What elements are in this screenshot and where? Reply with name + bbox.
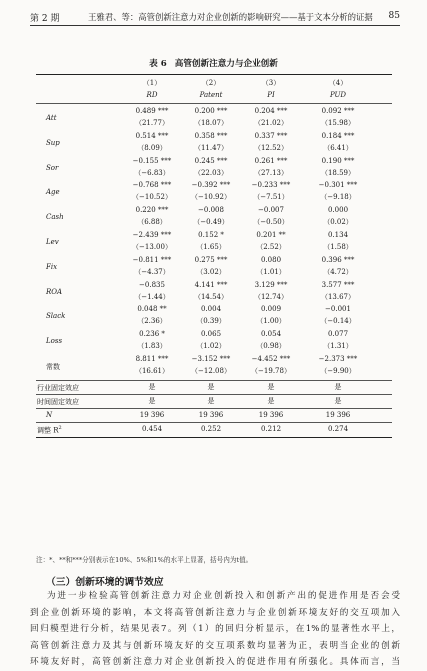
t-value-cell: （8.09） bbox=[137, 143, 167, 152]
coefficient-cell: 0.048 ** bbox=[137, 305, 167, 314]
coefficient-cell: −0.811 *** bbox=[132, 255, 172, 264]
t-value-cell: （−6.83） bbox=[134, 168, 170, 177]
fixed-effect-label: 行业固定效应 bbox=[37, 383, 79, 392]
coefficient-cell: 0.152 * bbox=[198, 231, 224, 239]
n-cell: 19 396 bbox=[198, 410, 224, 419]
coefficient-cell: 0.201 ** bbox=[256, 231, 286, 239]
body-paragraph bbox=[30, 588, 400, 671]
coefficient-cell: 0.489 *** bbox=[135, 107, 169, 115]
column-number: （2） bbox=[201, 79, 221, 87]
n-cell: 19 396 bbox=[258, 410, 284, 419]
t-value-cell: （−12.08） bbox=[191, 367, 231, 375]
t-value-cell: （12.52） bbox=[253, 143, 289, 152]
t-value-cell: （18.59） bbox=[320, 168, 356, 177]
row-label: Slack bbox=[46, 312, 66, 321]
coefficient-cell: 0.009 bbox=[260, 305, 282, 314]
coefficient-cell: 0.514 *** bbox=[135, 131, 169, 140]
row-label: Att bbox=[46, 114, 57, 122]
header-rule-bottom bbox=[36, 103, 392, 104]
t-value-cell: （−10.92） bbox=[191, 193, 231, 202]
column-header: PI bbox=[267, 91, 275, 99]
n-cell: 19 396 bbox=[325, 410, 351, 419]
coefficient-cell: −0.008 bbox=[198, 206, 224, 215]
table-note: 注：*、**和***分别表示在10%、5%和1%的水平上显著，括号内为t值。 bbox=[36, 556, 253, 564]
coefficient-cell: 0.358 *** bbox=[194, 131, 228, 140]
coefficient-cell: 0.200 *** bbox=[194, 107, 228, 115]
t-value-cell: （1.65） bbox=[196, 243, 226, 251]
fixed-effect-cell: 是 bbox=[148, 396, 156, 405]
coefficient-cell: 0.275 *** bbox=[194, 255, 228, 264]
row-label: Age bbox=[46, 188, 60, 197]
coefficient-cell: −0.835 bbox=[139, 280, 165, 289]
t-value-cell: （−13.00） bbox=[132, 243, 172, 251]
fixed-effect-label: 时间固定效应 bbox=[37, 397, 79, 406]
n-rule bbox=[36, 422, 392, 423]
running-title: 王雅君、等：高管创新注意力对企业创新的影响研究——基于文本分析的证据 bbox=[88, 12, 373, 22]
fixed-effect-cell: 是 bbox=[207, 382, 215, 391]
t-value-cell: （27.13） bbox=[253, 168, 289, 177]
r2-cell: 0.252 bbox=[200, 424, 222, 433]
table-number: 表 6 bbox=[149, 59, 167, 69]
coefficient-cell: 4.141 *** bbox=[194, 280, 228, 289]
t-value-cell: （−10.52） bbox=[132, 193, 172, 202]
section-heading: （三）创新环境的调节效应 bbox=[46, 577, 164, 588]
body-line: 环境友好时，高管创新注意力对企业创新投入的促进作用有所强化。具体而言，当 bbox=[30, 657, 400, 667]
coefficient-cell: −2.439 *** bbox=[132, 231, 172, 239]
table-top-rule bbox=[36, 74, 392, 75]
issue-number: 第 2 期 bbox=[30, 14, 60, 24]
t-value-cell: （14.54） bbox=[193, 292, 229, 301]
t-value-cell: （6.88） bbox=[137, 218, 167, 227]
row-label: Loss bbox=[46, 337, 63, 346]
t-value-cell: （1.00） bbox=[256, 317, 286, 326]
coefficient-cell: 0.236 * bbox=[139, 330, 165, 339]
coefficient-cell: 0.184 *** bbox=[321, 131, 355, 140]
coefficient-cell: −0.233 *** bbox=[251, 181, 291, 190]
t-value-cell: （15.98） bbox=[320, 119, 356, 127]
fixed-effect-cell: 是 bbox=[267, 396, 275, 405]
t-value-cell: （−0.50） bbox=[253, 218, 289, 227]
coefficient-cell: −2.373 *** bbox=[318, 355, 358, 363]
coefficient-cell: 0.054 bbox=[260, 330, 282, 339]
coefficient-cell: −0.155 *** bbox=[132, 156, 172, 165]
fe-rule bbox=[36, 380, 392, 381]
t-value-cell: （1.58） bbox=[323, 243, 353, 251]
t-value-cell: （11.47） bbox=[193, 143, 229, 152]
coefficient-cell: −0.768 *** bbox=[132, 181, 172, 190]
body-line: 为进一步检验高管创新注意力对企业创新投入和创新产出的促进作用是否会受 bbox=[47, 591, 400, 601]
row-label: Sup bbox=[46, 138, 60, 147]
t-value-cell: （0.98） bbox=[256, 342, 286, 351]
t-value-cell: （−19.78） bbox=[251, 367, 291, 375]
t-value-cell: （22.03） bbox=[193, 168, 229, 177]
r2-superscript: 2 bbox=[58, 424, 62, 431]
fixed-effect-cell: 是 bbox=[267, 382, 275, 391]
header-rule bbox=[30, 25, 400, 26]
column-number: （1） bbox=[142, 79, 162, 87]
t-value-cell: （21.77） bbox=[134, 119, 170, 127]
body-line: 到企业创新环境的影响，本文将高管创新注意力与企业创新环境友好的交互项加入 bbox=[30, 607, 400, 618]
coefficient-cell: −0.001 bbox=[325, 305, 351, 314]
body-line: 回归模型进行分析，结果见表7。列（1）的回归分析显示，在1%的显著性水平上， bbox=[30, 624, 400, 634]
page-number: 85 bbox=[388, 11, 400, 21]
coefficient-cell: 0.092 *** bbox=[321, 107, 355, 115]
column-number: （4） bbox=[328, 79, 348, 87]
r2-label bbox=[37, 425, 62, 435]
t-value-cell: （18.07） bbox=[193, 119, 229, 127]
table-bottom-rule bbox=[36, 437, 392, 438]
t-value-cell: （1.02） bbox=[196, 342, 226, 351]
body-line: 高管创新注意力及其与创新环境友好的交互项系数均显著为正，表明当企业的创新 bbox=[30, 640, 400, 651]
coefficient-cell: 0.065 bbox=[200, 330, 222, 339]
t-value-cell: （12.74） bbox=[253, 292, 289, 301]
t-value-cell: （1.31） bbox=[323, 342, 353, 351]
coefficient-cell: −0.007 bbox=[258, 206, 284, 215]
t-value-cell: （3.02） bbox=[196, 267, 226, 276]
coefficient-cell: 0.220 *** bbox=[135, 206, 169, 215]
coefficient-cell: 0.245 *** bbox=[194, 156, 228, 165]
row-label: Cash bbox=[46, 213, 64, 222]
t-value-cell: （0.39） bbox=[196, 317, 226, 326]
column-header: PUD bbox=[329, 91, 347, 99]
t-value-cell: （−9.18） bbox=[320, 193, 356, 202]
row-label: Sor bbox=[46, 163, 59, 172]
coefficient-cell: −3.152 *** bbox=[191, 355, 231, 363]
r2-cell: 0.212 bbox=[260, 424, 282, 433]
coefficient-cell: 8.811 *** bbox=[135, 355, 169, 363]
t-value-cell: （−0.49） bbox=[193, 218, 229, 227]
t-value-cell: （1.83） bbox=[137, 342, 167, 351]
t-value-cell: （−7.51） bbox=[253, 193, 289, 202]
row-label: Fix bbox=[46, 262, 58, 271]
fixed-effect-cell: 是 bbox=[334, 396, 342, 405]
column-header: RD bbox=[146, 91, 158, 99]
n-label: N bbox=[46, 410, 53, 419]
fixed-effect-cell: 是 bbox=[148, 382, 156, 391]
coefficient-cell: 0.190 *** bbox=[321, 156, 355, 165]
t-value-cell: （−4.37） bbox=[134, 267, 170, 276]
coefficient-cell: 0.000 bbox=[327, 206, 349, 215]
t-value-cell: （6.41） bbox=[323, 143, 353, 152]
t-value-cell: （4.72） bbox=[323, 267, 353, 276]
t-value-cell: （2.36） bbox=[137, 317, 167, 326]
table-title: 高管创新注意力与企业创新 bbox=[174, 59, 278, 69]
r2-cell: 0.454 bbox=[141, 424, 163, 433]
r2-cell: 0.274 bbox=[327, 424, 349, 433]
t-value-cell: （16.61） bbox=[134, 367, 170, 375]
r2-label-text: 调整 R bbox=[37, 426, 59, 435]
row-label: 常数 bbox=[46, 363, 60, 371]
coefficient-cell: 0.261 *** bbox=[254, 156, 288, 165]
column-number: （3） bbox=[261, 79, 281, 87]
t-value-cell: （−0.14） bbox=[320, 317, 356, 326]
row-label: ROA bbox=[46, 287, 63, 296]
t-value-cell: （13.67） bbox=[320, 292, 356, 301]
coefficient-cell: 0.004 bbox=[200, 305, 222, 314]
coefficient-cell: 0.396 *** bbox=[321, 255, 355, 264]
coefficient-cell: 0.080 bbox=[260, 255, 282, 264]
t-value-cell: （1.01） bbox=[256, 267, 286, 276]
column-header: Patent bbox=[199, 91, 223, 99]
fe-row-rule bbox=[36, 408, 392, 409]
coefficient-cell: 3.577 *** bbox=[321, 280, 355, 289]
fixed-effect-cell: 是 bbox=[334, 382, 342, 391]
t-value-cell: （2.52） bbox=[256, 243, 286, 251]
coefficient-cell: 0.134 bbox=[327, 231, 349, 239]
coefficient-cell: 0.204 *** bbox=[254, 107, 288, 115]
t-value-cell: （−9.90） bbox=[320, 367, 356, 375]
coefficient-cell: 0.077 bbox=[327, 330, 349, 339]
coefficient-cell: 0.337 *** bbox=[254, 131, 288, 140]
coefficient-cell: −0.392 *** bbox=[191, 181, 231, 190]
coefficient-cell: −4.452 *** bbox=[251, 355, 291, 363]
t-value-cell: （21.02） bbox=[253, 119, 289, 127]
coefficient-cell: 3.129 *** bbox=[254, 280, 288, 289]
coefficient-cell: −0.301 *** bbox=[318, 181, 358, 190]
t-value-cell: （0.02） bbox=[323, 218, 353, 227]
t-value-cell: （−1.44） bbox=[134, 292, 170, 301]
fixed-effect-cell: 是 bbox=[207, 396, 215, 405]
fe-row-rule bbox=[36, 394, 392, 395]
table-caption bbox=[0, 57, 427, 69]
running-header bbox=[30, 8, 400, 26]
row-label: Lev bbox=[46, 238, 59, 246]
n-cell: 19 396 bbox=[139, 410, 165, 419]
